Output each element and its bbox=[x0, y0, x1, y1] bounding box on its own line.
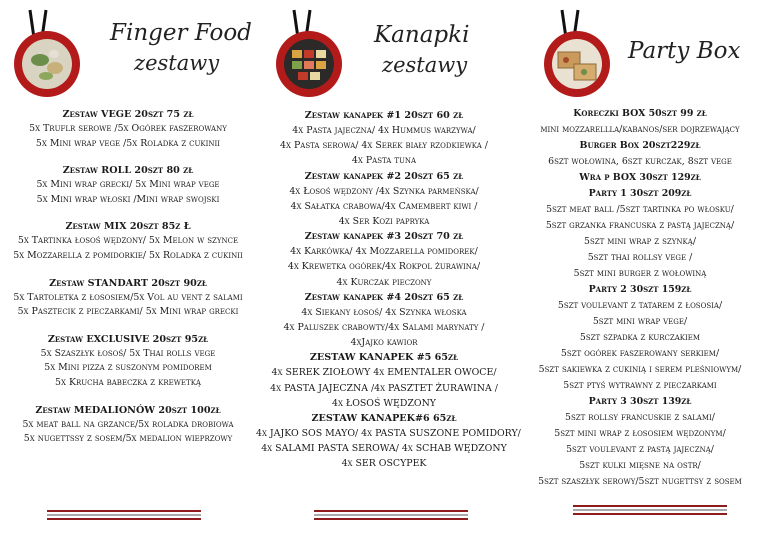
menu-item: 4x Kurczak pieczony bbox=[336, 276, 432, 288]
menu-list bbox=[0, 108, 256, 447]
menu-item: 4x Pasta serowa/ 4x Serek biały rzodkiewka / bbox=[280, 140, 488, 152]
menu-item: 6szt wołowina, 6szt kurczak, 8szt vege bbox=[548, 156, 732, 167]
section-title: Party 3 30szt 139zł bbox=[588, 396, 692, 407]
menu-item: 5szt kulki mięsne na ostr/ bbox=[579, 460, 701, 471]
section-title: Zestaw STANDART 20szt 90zł bbox=[49, 277, 207, 289]
menu-item: 4x SALAMI PASTA SEROWA/ 4x SCHAB WĘDZONY bbox=[261, 443, 507, 455]
menu-item: 4x SER OSCYPEK bbox=[341, 458, 427, 470]
column-header bbox=[512, 0, 768, 102]
menu-item: 4x Pasta jajeczna/ 4x Hummus warzywa/ bbox=[292, 125, 476, 136]
menu-list bbox=[512, 106, 768, 490]
menu-item: 4x Sałatka crabowa/4x Camembert kiwi / bbox=[290, 200, 478, 212]
menu-item: 4x ŁOSOŚ WĘDZONY bbox=[332, 397, 436, 409]
menu-item: 5szt mini wrap z łososiem wędzonym/ bbox=[554, 428, 726, 439]
menu-item: mini mozzarellla/kabanos/ser dojrzewający bbox=[540, 124, 740, 135]
menu-item: 5szt thai rollsy vege / bbox=[587, 252, 693, 263]
title-line2: zestawy bbox=[382, 53, 468, 77]
menu-item: 4x Krewetka ogórek/4x Rokpol żurawina/ bbox=[287, 261, 481, 273]
menu-item: 4x Pasta tuna bbox=[351, 155, 417, 167]
title-line2: zestawy bbox=[134, 51, 220, 75]
menu-item: 5szt sakiewka z cukinią i serem pleśniowym/ bbox=[538, 364, 742, 375]
title-line1: Finger Food bbox=[110, 20, 252, 46]
section-title: ZESTAW KANAPEK #5 65zł bbox=[309, 352, 459, 364]
menu-item: 5x Krucha babeczka z krewetką bbox=[55, 376, 201, 388]
menu-item: 5szt voulevant z tatarem z łososia/ bbox=[557, 300, 723, 311]
menu-item: 5x Mini wrap grecki/ 5x Mini wrap vege bbox=[36, 179, 220, 191]
menu-item: 4xJajko kawior bbox=[350, 337, 418, 349]
menu-item: 4x Łosoś wędzony /4x Szynka parmeńska/ bbox=[289, 185, 479, 197]
section-title: Zestaw kanapek #4 20szt 65 zł bbox=[304, 291, 464, 303]
menu-item: 5x Mini pizza z suszonym pomidorem bbox=[44, 362, 212, 374]
menu-item: 5szt voulevant z pastą jajeczną/ bbox=[566, 444, 714, 455]
column-party-box bbox=[512, 0, 768, 542]
menu-item: 4x Ser Kozi papryka bbox=[338, 216, 430, 228]
menu-item: 5szt rollsy francuskie z salami/ bbox=[565, 412, 715, 423]
section-title: Zestaw VEGE 20szt 75 zł bbox=[62, 109, 194, 120]
plate-chopsticks-icon bbox=[538, 8, 616, 98]
section-title: Zestaw kanapek #3 20szt 70 zł bbox=[304, 231, 464, 243]
section-title: Burger Box 20szt229zł bbox=[579, 140, 701, 151]
menu-item: 5x Mini wrap włoski /Mini wrap swojski bbox=[36, 193, 220, 205]
menu-item: 4x Siekany łosoś/ 4x Szynka włoska bbox=[301, 306, 467, 318]
decorative-stripes bbox=[314, 510, 468, 522]
menu-item: 5x Szaszłyk łosoś/ 5x Thai rolls vege bbox=[40, 347, 216, 359]
section-title: Zestaw kanapek #2 20szt 65 zł bbox=[304, 170, 464, 182]
menu-item: 5x nugettssy z sosem/5x medalion wieprzowy bbox=[23, 433, 233, 445]
menu-item: 4x JAJKO SOS MAYO/ 4x PASTA SUSZONE POMIDORY/ bbox=[256, 428, 521, 440]
section-title: Zestaw EXCLUSIVE 20szt 95zł bbox=[47, 333, 209, 345]
column-kanapki bbox=[256, 0, 521, 542]
menu-item: 4x Paluszek crabowty/4x Salami marynaty / bbox=[283, 322, 485, 334]
menu-item: 5x Pasztecik z pieczarkami/ 5x Mini wrap grecki bbox=[17, 306, 239, 318]
section-title: Party 2 30szt 159zł bbox=[588, 284, 692, 295]
menu-item: 5szt mini wrap vege/ bbox=[592, 316, 688, 327]
menu-item: 5szt grzanka francuska z pastą jajeczną/ bbox=[545, 220, 735, 231]
decorative-stripes bbox=[573, 505, 727, 517]
menu-item: 5szt ptyś wytrawny z pieczarkami bbox=[563, 380, 717, 391]
section-title: Party 1 30szt 209zł bbox=[588, 188, 692, 199]
menu-item: 4x Karkówka/ 4x Mozzarella pomidorek/ bbox=[290, 246, 478, 258]
menu-item: 5szt ogórek faszerowany serkiem/ bbox=[560, 348, 720, 359]
menu-item: 5x Truflr serowe /5x Ogórek faszerowany bbox=[29, 123, 227, 134]
column-header bbox=[256, 0, 512, 102]
menu-item: 4x SEREK ZIOŁOWY 4x EMENTALER OWOCE/ bbox=[271, 367, 497, 379]
decorative-stripes bbox=[47, 510, 201, 522]
menu-item: 5x meat ball na grzance/5x roladka drobiowa bbox=[22, 418, 234, 430]
menu-item: 5x Mini wrap vege /5x Roladka z cukinii bbox=[35, 137, 221, 149]
menu-item: 5szt mini burger z wołowiną bbox=[573, 268, 707, 279]
menu-item: 5szt mini wrap z szynką/ bbox=[584, 236, 696, 247]
title-line1: Kanapki bbox=[374, 22, 470, 48]
menu-item: 5szt meat ball /5szt tartinka po włosku/ bbox=[546, 204, 734, 215]
menu-list bbox=[256, 108, 521, 472]
section-title: Zestaw MIX 20szt 85z Ł bbox=[65, 221, 191, 233]
plate-chopsticks-icon bbox=[8, 8, 86, 98]
section-title: Zestaw kanapek #1 20szt 60 zł bbox=[304, 110, 464, 121]
menu-item: 5szt szpadka z kurczakiem bbox=[579, 332, 701, 343]
menu-item: 5x Tartoletka z łososiem/5x Vol au vent z salami bbox=[13, 291, 243, 303]
column-finger-food bbox=[0, 0, 256, 542]
plate-chopsticks-icon bbox=[270, 8, 348, 98]
menu-item: 4x PASTA JAJECZNA /4x PASZTET ŻURAWINA / bbox=[270, 382, 498, 394]
section-title: Zestaw MEDALIONÓW 20szt 100zł bbox=[35, 404, 221, 416]
menu-item: 5x Tartinka łosoś wędzony/ 5x Melon w szynce bbox=[17, 235, 239, 247]
section-title: Zestaw ROLL 20szt 80 zł bbox=[62, 165, 194, 177]
section-title: Wra p BOX 30szt 129zł bbox=[579, 172, 701, 183]
title-line1: Party Box bbox=[628, 38, 741, 64]
menu-item: 5szt szaszłyk serowy/5szt nugettsy z sosem bbox=[538, 476, 742, 487]
menu-item: 5x Mozzarella z pomidorkie/ 5x Roladka z cukinii bbox=[13, 249, 243, 261]
section-title: Koreczki BOX 50szt 99 zł bbox=[573, 108, 707, 119]
section-title: ZESTAW KANAPEK#6 65zł bbox=[311, 413, 457, 425]
column-header bbox=[0, 0, 256, 102]
